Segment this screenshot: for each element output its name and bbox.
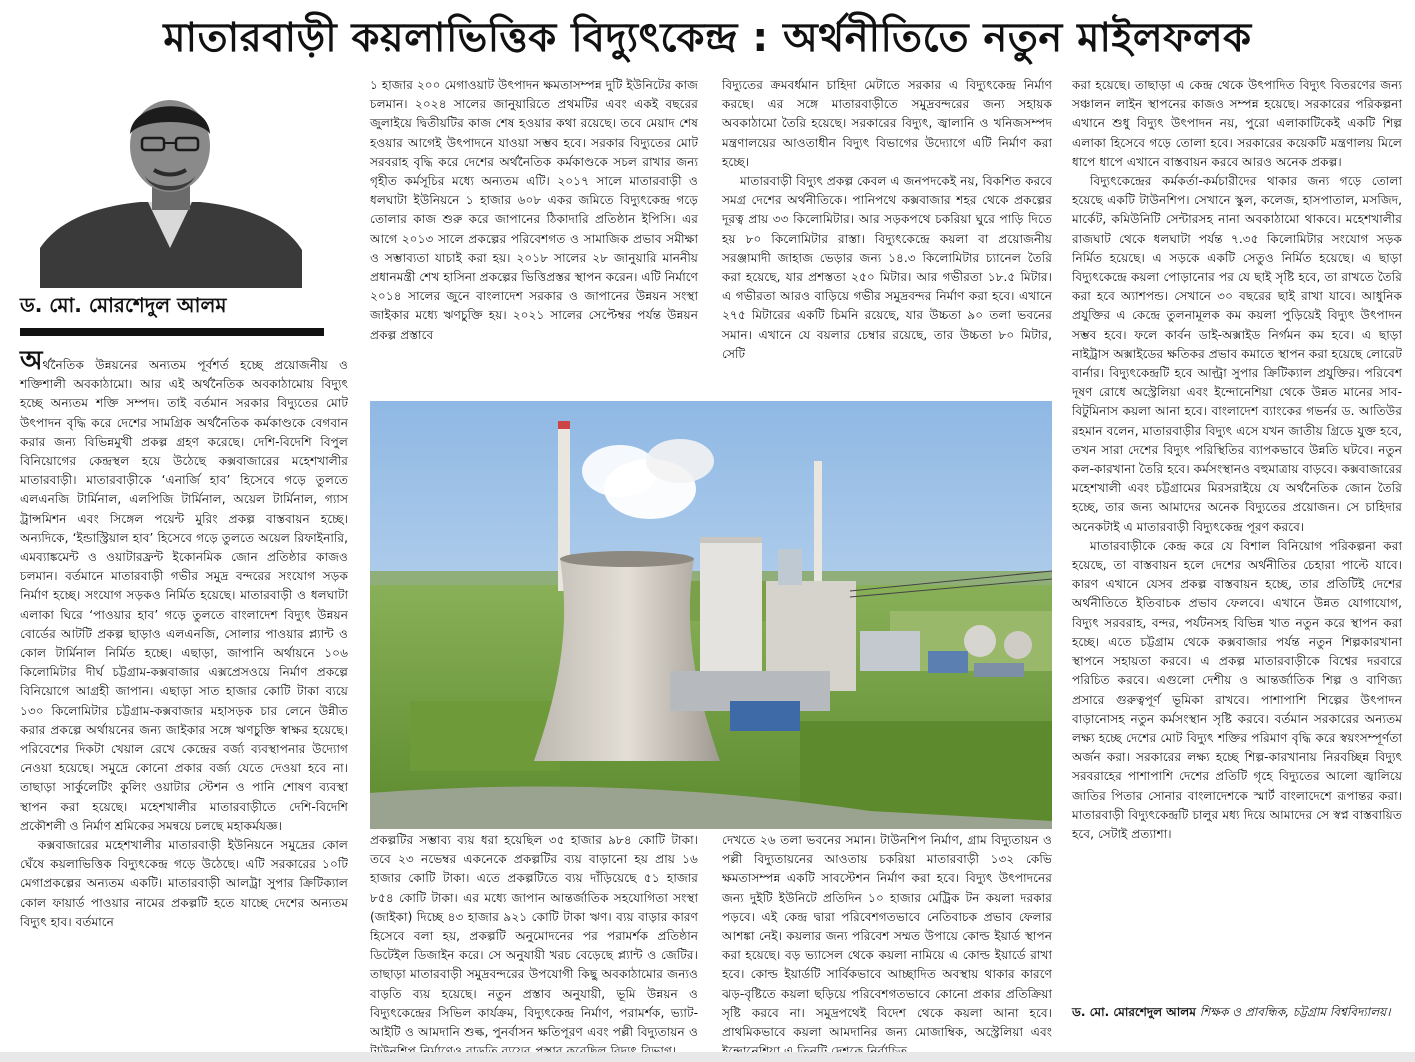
- author-note: [1072, 1002, 1402, 1046]
- article-column-2-top: [370, 76, 698, 394]
- article-paragraph: কক্সবাজারের মহেশখালীর মাতারবাড়ী ইউনিয়নে সমুদ্রের কোল ঘেঁষে কয়লাভিত্তিক বিদ্যুৎকেন্দ্র গড়ে উঠেছে। এটি সরকারের ১০টি মেগাপ্রকল্পের অন্যতম একটি। মাতারবাড়ী আলট্রা সুপার ক্রিটিক্যাল কোল ফায়ার্ড পাওয়ার নামের প্রকল্পটি হতে যাচ্ছে দেশের অন্যতম বিদ্যুৎ হাব। বর্তমানে: [20, 838, 348, 929]
- article-paragraph: মাতারবাড়ীকে কেন্দ্র করে যে বিশাল বিনিয়োগ পরিকল্পনা করা হয়েছে, তা বাস্তবায়ন হলে দেশের অর্থনীতির চেহারা পাল্টে যাবে। কারণ এখানে যেসব প্রকল্প বাস্তবায়ন হচ্ছে, তার প্রতিটিই দেশের অর্থনীতিতে ইতিবাচক প্রভাব ফেলবে। এখানে উন্নত যোগাযোগ, বিদ্যুৎ সরবরাহ, বন্দর, পর্যটনসহ বিভিন্ন খাত নতুন করে স্থাপন করা হচ্ছে। এতে চট্টগ্রাম থেকে কক্সবাজার পর্যন্ত নতুন শিল্পকারখানা স্থাপনে সহায়তা করবে। এ প্রকল্প মাতারবাড়ীকে বিশ্বের দরবারে পরিচিত করবে। এগুলো দেশীয় ও আন্তর্জাতিক শিল্প ও বাণিজ্য প্রসারে গুরুত্বপূর্ণ ভূমিকা রাখবে। পাশাপাশি শিল্পের উৎপাদন বাড়ানোসহ নতুন কর্মসংস্থান সৃষ্টি করবে। বর্তমান সরকারের অন্যতম লক্ষ্য হচ্ছে দেশের মোট বিদ্যুৎ শক্তির পরিমাণ বৃদ্ধি করে স্বয়ংসম্পূর্ণতা অর্জন করা। সরকারের লক্ষ্য হচ্ছে শিল্প-কারখানায় নিরবচ্ছিন্ন বিদ্যুৎ সরবরাহের পাশাপাশি দেশের প্রতিটি গৃহে বিদ্যুতের আলো জ্বালিয়ে জাতির পিতার সোনার বাংলাদেশকে স্মার্ট বাংলাদেশে রূপান্তর করা। মাতারবাড়ী বিদ্যুৎকেন্দ্রটি চালুর মধ্য দিয়ে আমাদের সে স্বপ্ন বাস্তবায়িত হবে, সেটাই প্রত্যাশা।: [1072, 538, 1402, 841]
- byline-divider: [20, 328, 324, 336]
- article-paragraph: বিদ্যুৎকেন্দ্রের কর্মকর্তা-কর্মচারীদের থাকার জন্য গড়ে তোলা হয়েছে একটি টাউনশিপ। সেখানে স্কুল, কলেজ, হাসপাতাল, মসজিদ, মার্কেট, কমিউনিটি সেন্টারসহ নানা অবকাঠামো থাকবে। মহেশখালীর রাজঘাট থেকে ধলঘাটা পর্যন্ত ৭.৩৫ কিলোমিটার সংযোগ সড়ক নির্মিত হয়েছে। এ সড়কে একটি সেতুও নির্মিত হয়েছে। এ ছাড়া বিদ্যুৎকেন্দ্রে কয়লা পোড়ানোর পর যে ছাই সৃষ্টি হবে, তা রাখতে তৈরি করা হবে অ্যাশপন্ড। সেখানে ৩০ বছরের ছাই রাখা যাবে। আধুনিক প্রযুক্তির এ কেন্দ্রে তুলনামূলক কম কয়লা পুড়িয়েই বিদ্যুৎ উৎপাদন সম্ভব হবে। ফলে কার্বন ডাই-অক্সাইড নির্গমন কম হবে। এ ছাড়া নাইট্রাস অক্সাইডের ক্ষতিকর প্রভাব কমাতে স্থাপন করা হয়েছে লোরেট বার্নার। বিদ্যুৎকেন্দ্রটি হবে আল্ট্রা সুপার ক্রিটিক্যাল প্রযুক্তির। পরিবেশ দূষণ রোধে অস্ট্রেলিয়া এবং ইন্দোনেশিয়া থেকে উন্নত মানের সাব-বিটুমিনাস কয়লা আনা হবে। বাংলাদেশ ব্যাংকের গভর্নর ড. আতিউর রহমান বলেন, মাতারবাড়ীর বিদ্যুৎ এসে যখন জাতীয় গ্রিডে যুক্ত হবে, তখন সারা দেশের বিদ্যুৎ পরিস্থিতির ব্যাপকভাবে উন্নতি ঘটবে। নতুন কল-কারখানা তৈরি হবে। কর্মসংস্থানও বহুমাত্রায় বাড়বে। কক্সবাজারের মহেশখালী এবং চট্টগ্রামের মিরসরাইয়ে যে অর্থনৈতিক জোন তৈরি হচ্ছে, তার জন্য আমাদের অনেক বিদ্যুতের প্রয়োজন। সে চাহিদার অনেকটাই এ মাতারবাড়ী বিদ্যুৎকেন্দ্র পূরণ করবে।: [1072, 174, 1402, 534]
- article-column-3-bottom: [722, 831, 1052, 1047]
- author-note-name: ড. মো. মোরশেদুল আলম: [1072, 1005, 1196, 1019]
- article-paragraph: মাতারবাড়ী বিদ্যুৎ প্রকল্প কেবল এ জনপদকেই নয়, বিকশিত করবে সমগ্র দেশের অর্থনীতিকে। পানিপথে কক্সবাজার শহর থেকে প্রকল্পের দূরত্ব প্রায় ৩৩ কিলোমিটার। আর সড়কপথে চকরিয়া ঘুরে পাড়ি দিতে হয় ৮০ কিলোমিটার রাস্তা। বিদ্যুৎকেন্দ্রে কয়লা বা প্রয়োজনীয় সরঞ্জামাদী জাহাজ ভেড়ার জন্য ১৪.৩ কিলোমিটার চ্যানেল তৈরি করা হয়েছে, যার প্রশস্ততা ২৫০ মিটার। আর গভীরতা ১৮.৫ মিটার। এ গভীরতা আরও বাড়িয়ে গভীর সমুদ্রবন্দর নির্মাণ করা হবে। এখানে ২৭৫ মিটারের একটি চিমনি রয়েছে, যার উচ্চতা ৯০ তলা ভবনের সমান। এখানে যে বয়লার চেম্বার রয়েছে, তার উচ্চতা ৮০ মিটার, সেটি: [722, 174, 1052, 361]
- article-paragraph: বিদ্যুতের ক্রমবর্ধমান চাহিদা মেটাতে সরকার এ বিদ্যুৎকেন্দ্র নির্মাণ করছে। এর সঙ্গে মাতারবাড়ীতে সমুদ্রবন্দরের জন্য সহায়ক অবকাঠামো তৈরি হয়েছে। সরকারের বিদ্যুৎ, জ্বালানি ও খনিজসম্পদ মন্ত্রণালয়ের আওতাধীন বিদ্যুৎ বিভাগের উদ্যোগে এটি নির্মাণ করা হচ্ছে।: [722, 78, 1052, 169]
- article-paragraph: ১ হাজার ২০০ মেগাওয়াট উৎপাদন ক্ষমতাসম্পন্ন দুটি ইউনিটের কাজ চলমান। ২০২৪ সালের জানুয়ারিতে প্রথমটির এবং একই বছরের জুলাইয়ে দ্বিতীয়টির কাজ শেষ হওয়ার কথা রয়েছে। তবে মেয়াদ শেষ হওয়ার আগেই উৎপাদনে যাওয়া সম্ভব হবে। সরকার বিদ্যুতের মোট সরবরাহ বৃদ্ধি করে দেশের অর্থনৈতিক কর্মকাণ্ডকে সচল রাখার জন্য গৃহীত কর্মসূচির মধ্যে অন্যতম এটি। ২০১৭ সালে মাতারবাড়ী ও ধলঘাটা ইউনিয়নে ১ হাজার ৬০৮ একর জমিতে বিদ্যুৎকেন্দ্র গড়ে তোলার কাজ শুরু করে জাপানের ঠিকাদারি প্রতিষ্ঠান ইপিসি। এর আগে ২০১৩ সালে প্রকল্পের পরিবেশগত ও সামাজিক প্রভাব সমীক্ষা ও সম্ভাব্যতা যাচাই করা হয়। ২০১৮ সালের ২৮ জানুয়ারি মাননীয় প্রধানমন্ত্রী শেখ হাসিনা প্রকল্পের ভিত্তিপ্রস্তর স্থাপন করেন। এটি নির্মাণে ২০১৪ সালের জুনে বাংলাদেশ সরকার ও জাপানের উন্নয়ন সংস্থা জাইকার মধ্যে ঋণচুক্তি হয়। ২০২১ সালের সেপ্টেম্বর পর্যন্ত উন্নয়ন প্রকল্প প্রস্তাবে: [370, 78, 698, 342]
- article-column-3-top: [722, 76, 1052, 394]
- author-byline: ড. মো. মোরশেদুল আলম: [20, 293, 227, 317]
- bottom-border: [0, 1052, 1415, 1062]
- author-note-title: শিক্ষক ও প্রাবন্ধিক, চট্টগ্রাম বিশ্ববিদ্যালয়।: [1199, 1005, 1391, 1019]
- author-portrait-drawing: [20, 78, 320, 288]
- power-plant-illustration: [370, 401, 1052, 829]
- author-portrait: [20, 78, 320, 288]
- article-column-1: [20, 346, 348, 1042]
- headline: মাতারবাড়ী কয়লাভিত্তিক বিদ্যুৎকেন্দ্র : অর্থনীতিতে নতুন মাইলফলক: [163, 15, 1252, 61]
- article-column-4: [1072, 76, 1402, 996]
- article-paragraph: করা হয়েছে। তাছাড়া এ কেন্দ্র থেকে উৎপাদিত বিদ্যুৎ বিতরণের জন্য সঞ্চালন লাইন স্থাপনের কাজও সম্পন্ন হয়েছে। সরকারের পরিকল্পনা এখানে শুধু বিদ্যুৎ উৎপাদন নয়, পুরো এলাকাটিকেই একটি শিল্প এলাকা হিসেবে গড়ে তোলা হবে। সরকারের কয়েকটি মন্ত্রণালয় মিলে ধাপে ধাপে এখানে বাস্তবায়ন করবে আরও অনেক প্রকল্প।: [1072, 78, 1402, 169]
- article-column-2-bottom: [370, 831, 698, 1047]
- article-paragraph: দেখতে ২৬ তলা ভবনের সমান। টাউনশিপ নির্মাণ, গ্রাম বিদ্যুতায়ন ও পল্লী বিদ্যুতায়নের আওতায় চকরিয়া মাতারবাড়ী ১৩২ কেভি ক্ষমতাসম্পন্ন একটি সাবস্টেশন নির্মাণ করা হবে। বিদ্যুৎ উৎপাদনের জন্য দুইটি ইউনিটে প্রতিদিন ১০ হাজার মেট্রিক টন কয়লা দরকার পড়বে। এই কেন্দ্র দ্বারা পরিবেশগতভাবে নেতিবাচক প্রভাব ফেলার আশঙ্কা নেই। কয়লার জন্য পরিবেশ সম্মত উপায়ে কোল্ড ইয়ার্ড স্থাপন করা হয়েছে। বড় ভ্যাসেল থেকে কয়লা নামিয়ে এ কোল্ড ইয়ার্ডে রাখা হবে। কোল্ড ইয়ার্ডটি সার্বিকভাবে আচ্ছাদিত অবস্থায় থাকার কারণে ঝড়-বৃষ্টিতে কয়লা ছড়িয়ে পরিবেশগতভাবে কোনো প্রকার প্রতিক্রিয়া সৃষ্টি করবে না। সমুদ্রপথেই বিদেশ থেকে কয়লা আনা হবে। প্রাথমিকভাবে কয়লা আমদানির জন্য মোজাম্বিক, অস্ট্রেলিয়া এবং: [722, 833, 1052, 1040]
- article-paragraph: অর্থনৈতিক উন্নয়নের অন্যতম পূর্বশর্ত হচ্ছে প্রয়োজনীয় ও শক্তিশালী অবকাঠামো। আর এই অর্থনৈতিক অবকাঠামোয় বিদ্যুৎ হচ্ছে অন্যতম শক্তি সম্পদ। তাই বর্তমান সরকার বিদ্যুতের মোট উৎপাদন বৃদ্ধি করে দেশের সামগ্রিক অর্থনৈতিক কর্মকাণ্ডকে বেগবান করার জন্য বিভিন্নমুখী প্রকল্প গ্রহণ করেছে। দেশি-বিদেশি বিপুল বিনিয়োগের কেন্দ্রস্থল হয়ে উঠেছে কক্সবাজারের মহেশখালীর মাতারবাড়ী। মাতারবাড়ীকে ‘এনার্জি হাব’ হিসেবে গড়ে তুলতে এলএনজি টার্মিনাল, এলপিজি টার্মিনাল, অয়েল টার্মিনাল, গ্যাস ট্রান্সমিশন এবং সিঙ্গেল পয়েন্ট মুরিং প্রকল্প বাস্তবায়ন হচ্ছে। অন্যদিকে, ‘ইন্ডাস্ট্রিয়াল হাব’ হিসেবে গড়ে তুলতে অয়েল রিফাইনারি, এমব্যাঙ্কমেন্ট ও ওয়াটারফ্রন্ট ইকোনমিক জোন প্রতিষ্ঠার কাজও চলমান। বর্তমানে মাতারবাড়ী গভীর সমুদ্র বন্দরের সংযোগ সড়ক নির্মাণ হচ্ছে। সংযোগ সড়কও নির্মিত হয়েছে। মাতারবাড়ী ও ধলঘাটা এলাকা ঘিরে ‘পাওয়ার হাব’ গড়ে তুলতে বাংলাদেশ বিদ্যুৎ উন্নয়ন বোর্ডের আটটি প্রকল্প ছাড়াও এলএনজি, সোলার পাওয়ার প্ল্যান্ট ও কোল টার্মিনাল নির্মিত হচ্ছে। এছাড়া, জাপানি অর্থায়নে ১০৬ কিলোমিটার দীর্ঘ চট্টগ্রাম-কক্সবাজার এক্সপ্রেসওয়ে নির্মাণ প্রকল্পে বিনিয়োগে আগ্রহী জাপান। এছাড়া সাত হাজার কোটি টাকা ব্যয়ে ১৩০ কিলোমিটার চট্টগ্রাম-কক্সবাজার মহাসড়ক চার লেনে উন্নীত করার প্রকল্পে অর্থায়নের জন্য জাইকার সঙ্গে ঋণচুক্তি স্বাক্ষর হয়েছে। পরিবেশের দিকটা খেয়াল রেখে কেন্দ্রের বর্জ্য ব্যবস্থাপনার উদ্যোগ নেওয়া হয়েছে। সমুদ্রে কোনো প্রকার বর্জ্য যেতে দেওয়া হবে না। তাছাড়া সার্কুলেটিং কুলিং ওয়াটার স্টেশন ও পানি শোষণ ব্যবস্থা স্থাপন করা হয়েছে। মহেশখালীর মাতারবাড়ীতে দেশি-বিদেশি প্রকৌশলী ও নির্মাণ শ্রমিকের সমন্বয়ে চলছে মহাকর্মযজ্ঞ।: [20, 346, 348, 833]
- article-paragraph: প্রকল্পটির সম্ভাব্য ব্যয় ধরা হয়েছিল ৩৫ হাজার ৯৮৪ কোটি টাকা। তবে ২৩ নভেম্বর একনেকে প্রকল্পটির ব্যয় বাড়ানো হয় প্রায় ১৬ হাজার কোটি টাকা। এতে প্রকল্পটিতে ব্যয় দাঁড়িয়েছে ৫১ হাজার ৮৫৪ কোটি টাকা। এর মধ্যে জাপান আন্তর্জাতিক সহযোগিতা সংস্থা (জাইকা) দিচ্ছে ৪৩ হাজার ৯২১ কোটি টাকা ঋণ। ব্যয় বাড়ার কারণ হিসেবে বলা হয়, প্রকল্পটি অনুমোদনের পর পরামর্শক প্রতিষ্ঠান ডিটেইল ডিজাইন করে। সে অনুযায়ী খরচ বেড়েছে প্ল্যান্ট ও জেটির। তাছাড়া মাতারবাড়ী সমুদ্রবন্দরের উপযোগী কিছু অবকাঠামোর জন্যও বাড়তি ব্যয় হয়েছে। নতুন প্রস্তাব অনুযায়ী, ভূমি উন্নয়ন ও বিদ্যুৎকেন্দ্রের সিভিল কার্যক্রম, বিদ্যুৎকেন্দ্র নির্মাণ, পরামর্শক, ভ্যাট-আইটি ও আমদানি শুল্ক, পুনর্বাসন ক্ষতিপূরণ এবং পল্লী বিদ্যুতায়ন ও: [370, 833, 698, 1040]
- power-plant-photo: [370, 401, 1052, 829]
- drop-cap: অ: [20, 346, 43, 376]
